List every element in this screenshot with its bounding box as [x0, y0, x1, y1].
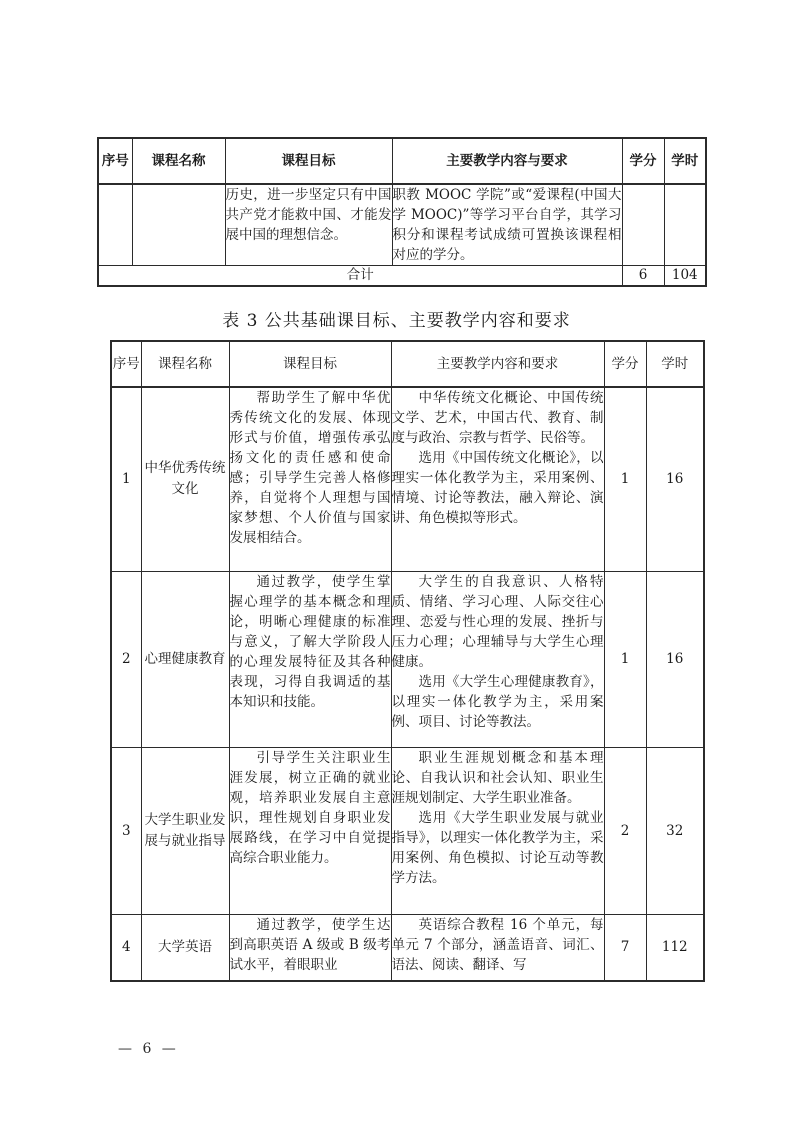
- credits-cell: 2: [604, 747, 646, 914]
- objective-text: 历史，进一步坚定只有中国共产党才能救中国、才能发展中国的理想信念。: [225, 187, 392, 243]
- course-cell: 心理健康教育: [141, 571, 229, 747]
- content-paragraph: 选用《大学生心理健康教育》，以理实一体化教学为主，采用案例、项目、讨论等教法。: [391, 673, 604, 730]
- content-paragraph: 英语综合教程 16 个单元，每单元 7 个部分，涵盖语音、词汇、语法、阅读、翻译、写: [391, 916, 604, 973]
- content-text: 职教 MOOC 学院”或“爱课程(中国大学 MOOC)”等学习平台自学，其学习积分和课程考试成绩可置换该课程相对应的学分。: [392, 187, 622, 263]
- content-cell: [391, 571, 604, 747]
- total-label: 合计: [98, 266, 622, 286]
- content-paragraph: 中华传统文化概论、中国传统文学、艺术，中国古代、教育、制度与政治、宗教与哲学、民俗等。: [391, 390, 604, 446]
- seq-cell: 2: [111, 571, 141, 747]
- header-credits: 学分: [622, 138, 664, 184]
- header-seq: 序号: [111, 341, 141, 387]
- hours-cell: 16: [646, 387, 704, 571]
- header-seq: 序号: [98, 138, 132, 184]
- header-hours: 学时: [664, 138, 706, 184]
- header-teaching-content: 主要教学内容与要求: [392, 138, 622, 184]
- objective-text: 引导学生关注职业生涯发展，树立正确的就业观，培养职业发展自主意识，理性规划自身职业发展路线，在学习中自觉提高综合职业能力。: [229, 749, 391, 866]
- table-row: [111, 747, 704, 914]
- content-paragraph: 选用《中国传统文化概论》，以理实一体化教学为主，采用案例、情境、讨论等教法，融入辩论、演讲、角色模拟等形式。: [391, 450, 604, 526]
- course-cell: 大学英语: [141, 914, 229, 981]
- header-course-objective: 课程目标: [229, 341, 391, 387]
- credits-cell: 7: [604, 914, 646, 981]
- content-cell: [391, 914, 604, 981]
- content-cell: [391, 747, 604, 914]
- total-row: [98, 266, 706, 286]
- credits-cell: 1: [604, 387, 646, 571]
- page-number: — 6 —: [118, 1041, 179, 1057]
- course-table-continued: [97, 137, 707, 287]
- header-course-name: 课程名称: [132, 138, 225, 184]
- header-course-objective: 课程目标: [225, 138, 392, 184]
- objective-cell: [229, 914, 391, 981]
- objective-cell: [229, 571, 391, 747]
- table-header-row: [98, 138, 706, 184]
- header-course-name: 课程名称: [141, 341, 229, 387]
- header-hours: 学时: [646, 341, 704, 387]
- total-credits: 6: [622, 266, 664, 286]
- hours-cell: 112: [646, 914, 704, 981]
- objective-cell: [229, 387, 391, 571]
- credits-cell: [622, 184, 664, 266]
- objective-cell: [225, 184, 392, 266]
- objective-cell: [229, 747, 391, 914]
- table-row: [98, 184, 706, 266]
- course-cell: 中华优秀传统文化: [141, 387, 229, 571]
- hours-cell: 16: [646, 571, 704, 747]
- content-cell: [391, 387, 604, 571]
- content-paragraph: 大学生的自我意识、人格特质、情绪、学习心理、人际交往心理、恋爱与性心理的发展、挫折与压力心理；心理辅导与大学生心理健康。: [391, 573, 604, 670]
- objective-text: 通过教学，使学生达到高职英语 A 级或 B 级考试水平，着眼职业: [229, 916, 391, 973]
- course-cell: 大学生职业发展与就业指导: [141, 747, 229, 914]
- header-credits: 学分: [604, 341, 646, 387]
- table-row: [111, 387, 704, 571]
- objective-text: 通过教学，使学生掌握心理学的基本概念和理论，明晰心理健康的标准与意义，了解大学阶段人的心理发展特征及其各种表现，习得自我调适的基本知识和技能。: [229, 573, 391, 710]
- credits-cell: 1: [604, 571, 646, 747]
- seq-cell: 4: [111, 914, 141, 981]
- course-cell: [132, 184, 225, 266]
- table-row: [111, 571, 704, 747]
- header-teaching-content: 主要教学内容和要求: [391, 341, 604, 387]
- seq-cell: 1: [111, 387, 141, 571]
- seq-cell: [98, 184, 132, 266]
- table-header-row: [111, 341, 704, 387]
- table3-caption: 表 3 公共基础课目标、主要教学内容和要求: [222, 311, 571, 331]
- hours-cell: [664, 184, 706, 266]
- objective-text: 帮助学生了解中华优秀传统文化的发展、体现形式与价值，增强传承弘扬文化的责任感和使命感；引导学生完善人格修养，自觉将个人理想与国家梦想、个人价值与国家发展相结合。: [229, 390, 391, 546]
- seq-cell: 3: [111, 747, 141, 914]
- content-paragraph: 选用《大学生职业发展与就业指导》，以理实一体化教学为主，采用案例、角色模拟、讨论互动等教学方法。: [391, 809, 604, 886]
- public-basic-course-table: [110, 340, 705, 982]
- total-hours: 104: [664, 266, 706, 286]
- content-paragraph: 职业生涯规划概念和基本理论、自我认识和社会认知、职业生涯规划制定、大学生职业准备。: [391, 749, 604, 806]
- table-row: [111, 914, 704, 981]
- content-cell: [392, 184, 622, 266]
- hours-cell: 32: [646, 747, 704, 914]
